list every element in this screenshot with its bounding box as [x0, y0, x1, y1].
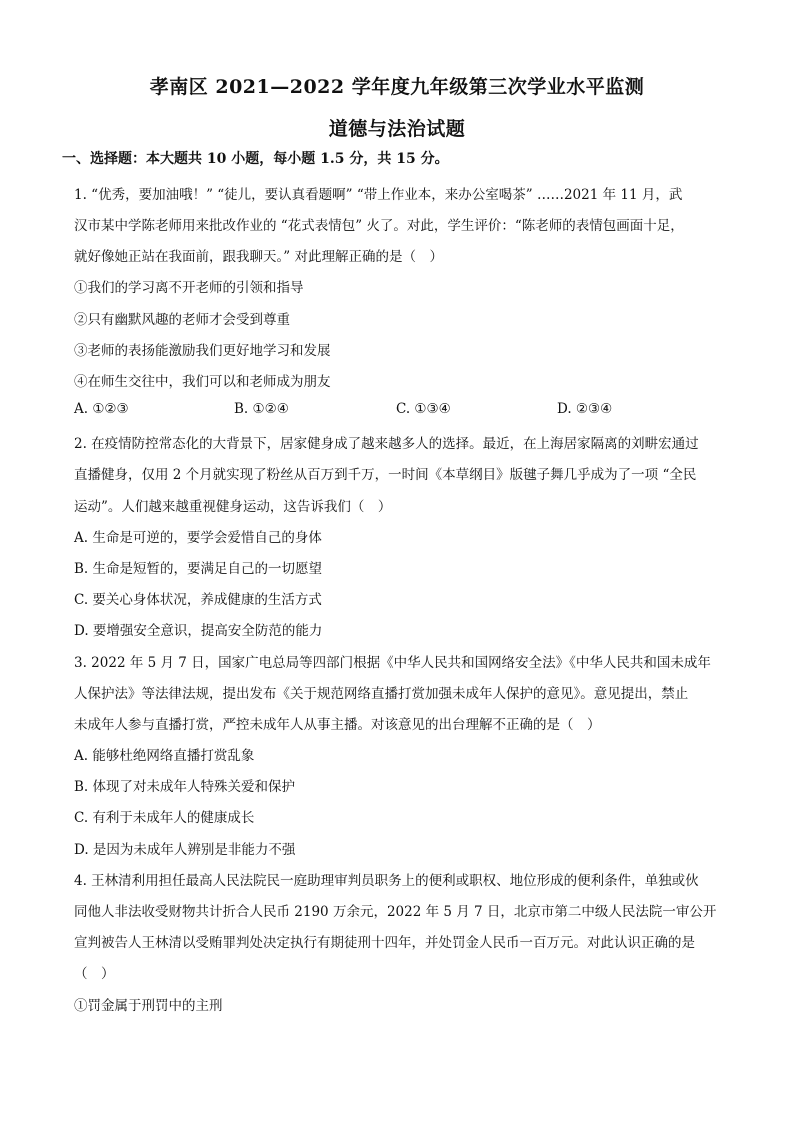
- q3-stem-line: 未成年人参与直播打赏，严控未成年人从事主播。对该意见的出台理解不正确的是（ ）: [74, 717, 601, 733]
- exam-title: 孝南区 2021—2022 学年度九年级第三次学业水平监测: [149, 76, 645, 98]
- q3-option-a: A. 能够杜绝网络直播打赏乱象: [74, 748, 255, 764]
- q2-stem-line: 运动”。人们越来越重视健身运动，这告诉我们（ ）: [74, 499, 392, 515]
- q4-stem-line: 4. 王林清利用担任最高人民法院民一庭助理审判员职务上的便利或职权、地位形成的便利条件，单独或伙: [74, 873, 699, 889]
- q3-stem-line: 3. 2022 年 5 月 7 日，国家广电总局等四部门根据《中华人民共和国网络安全法》《中华人民共和国未成年: [74, 655, 711, 671]
- q1-option-c: C. ①③④: [396, 401, 451, 417]
- q4-stem-line: 宣判被告人王林清以受贿罪判处决定执行有期徒刑十四年，并处罚金人民币一百万元。对此认识正确的是: [74, 935, 695, 951]
- q3-stem-line: 人保护法》等法律法规，提出发布《关于规范网络直播打赏加强未成年人保护的意见》。意见提出，禁止: [74, 686, 689, 702]
- q1-stem-line: 就好像她正站在我面前，跟我聊天。” 对此理解正确的是（ ）: [74, 249, 443, 265]
- q2-option-a: A. 生命是可逆的，要学会爱惜自己的身体: [74, 530, 322, 546]
- q1-stem-line: 1. “优秀，要加油哦！” “徒儿，要认真看题啊” “带上作业本，来办公室喝茶” ……2021 年 11 月，武: [74, 187, 683, 203]
- q3-option-b: B. 体现了对未成年人特殊关爱和保护: [74, 779, 296, 795]
- q1-option-a: A. ①②③: [74, 401, 129, 417]
- exam-subtitle: 道德与法治试题: [328, 118, 466, 140]
- q2-stem-line: 2. 在疫情防控常态化的大背景下，居家健身成了越来越多人的选择。最近，在上海居家隔离的刘畊宏通过: [74, 436, 699, 452]
- section-heading: 一、选择题：本大题共 10 小题，每小题 1.5 分，共 15 分。: [62, 151, 449, 167]
- q4-answer-blank: （ ）: [74, 966, 115, 982]
- q2-stem-line: 直播健身，仅用 2 个月就实现了粉丝从百万到千万，一时间《本草纲目》版毽子舞几乎成为了一项 “全民: [74, 467, 697, 483]
- q2-option-c: C. 要关心身体状况，养成健康的生活方式: [74, 592, 322, 608]
- q4-stem-line: 同他人非法收受财物共计折合人民币 2190 万余元，2022 年 5 月 7 日，北京市第二中级人民法院一审公开: [74, 904, 717, 920]
- q1-option-b: B. ①②④: [234, 401, 289, 417]
- q1-statement: ①我们的学习离不开老师的引领和指导: [74, 280, 304, 296]
- q1-statement: ④在师生交往中，我们可以和老师成为朋友: [74, 374, 331, 390]
- q1-stem-line: 汉市某中学陈老师用来批改作业的 “花式表情包” 火了。对此，学生评价：“陈老师的表情包画面十足，: [74, 218, 684, 234]
- q1-statement: ③老师的表扬能激励我们更好地学习和发展: [74, 343, 331, 359]
- q4-statement: ①罚金属于刑罚中的主刑: [74, 998, 223, 1014]
- q1-option-d: D. ②③④: [557, 401, 613, 417]
- q3-option-d: D. 是因为未成年人辨别是非能力不强: [74, 842, 296, 858]
- q2-option-d: D. 要增强安全意识，提高安全防范的能力: [74, 623, 323, 639]
- q2-option-b: B. 生命是短暂的，要满足自己的一切愿望: [74, 561, 323, 577]
- q1-statement: ②只有幽默风趣的老师才会受到尊重: [74, 312, 290, 328]
- q3-option-c: C. 有利于未成年人的健康成长: [74, 810, 255, 826]
